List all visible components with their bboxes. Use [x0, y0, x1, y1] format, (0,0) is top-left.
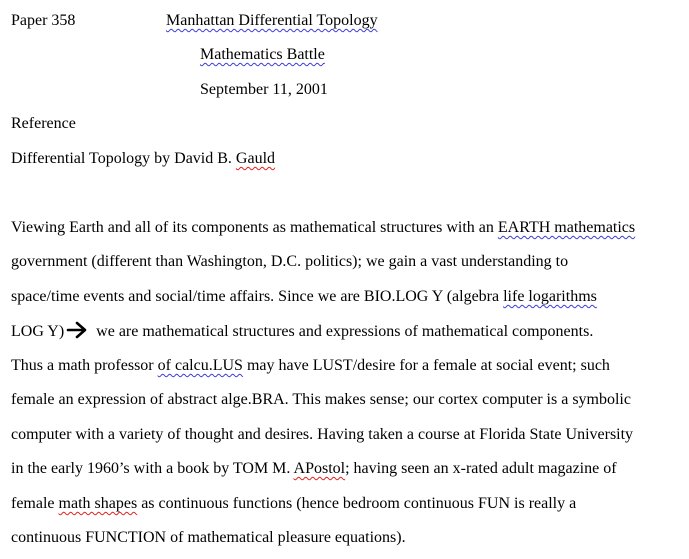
body-text: Thus a math professor: [11, 357, 158, 374]
right-arrow-icon: [66, 321, 88, 339]
body-line-10: continuous FUNCTION of mathematical pleasure equations).: [11, 529, 406, 546]
body-flagged-text: APostol: [293, 460, 346, 477]
body-line-9: [11, 494, 576, 514]
body-line-1: [11, 218, 635, 238]
document-subtitle: Mathematics Battle: [200, 46, 325, 63]
citation-text: Differential Topology by David B.: [11, 150, 236, 167]
body-text: ; having seen an x-rated adult magazine of: [345, 460, 617, 477]
body-text: as continuous functions (hence bedroom continuous FUN is really a: [137, 495, 577, 512]
document-date: September 11, 2001: [200, 81, 328, 98]
body-flagged-text: of calcu.LUS: [157, 357, 243, 374]
body-text: may have LUST/desire for a female at social event; such: [242, 357, 610, 374]
document-title: Manhattan Differential Topology: [166, 12, 378, 29]
body-flagged-text: life logarithms: [503, 288, 597, 305]
body-text: space/time events and social/time affairs. Since we are BIO.LOG Y (algebra: [11, 288, 504, 305]
body-line-8: [11, 459, 617, 479]
body-text: LOG Y): [11, 323, 65, 340]
reference-citation: [11, 149, 275, 169]
body-line-6: female an expression of abstract alge.BRA. This makes sense; our cortex computer is a symbolic: [11, 391, 631, 408]
body-flagged-text: math shapes: [58, 495, 138, 512]
body-line-7: computer with a variety of thought and desires. Having taken a course at Florida State University: [11, 426, 634, 443]
body-text: we are mathematical structures and expressions of mathematical components.: [92, 323, 594, 340]
paper-number: Paper 358: [11, 12, 76, 29]
body-line-2: government (different than Washington, D.C. politics); we gain a vast understanding to: [11, 253, 569, 270]
body-text: in the early 1960’s with a book by TOM M.: [11, 460, 294, 477]
body-line-5: [11, 356, 610, 376]
body-line-4: [11, 321, 593, 342]
reference-label: Reference: [11, 115, 76, 132]
body-text: female: [11, 495, 59, 512]
body-line-3: [11, 287, 597, 307]
body-flagged-text: EARTH mathematics: [497, 219, 636, 236]
citation-author: Gauld: [235, 150, 276, 167]
body-text: Viewing Earth and all of its components as mathematical structures with an: [11, 219, 498, 236]
